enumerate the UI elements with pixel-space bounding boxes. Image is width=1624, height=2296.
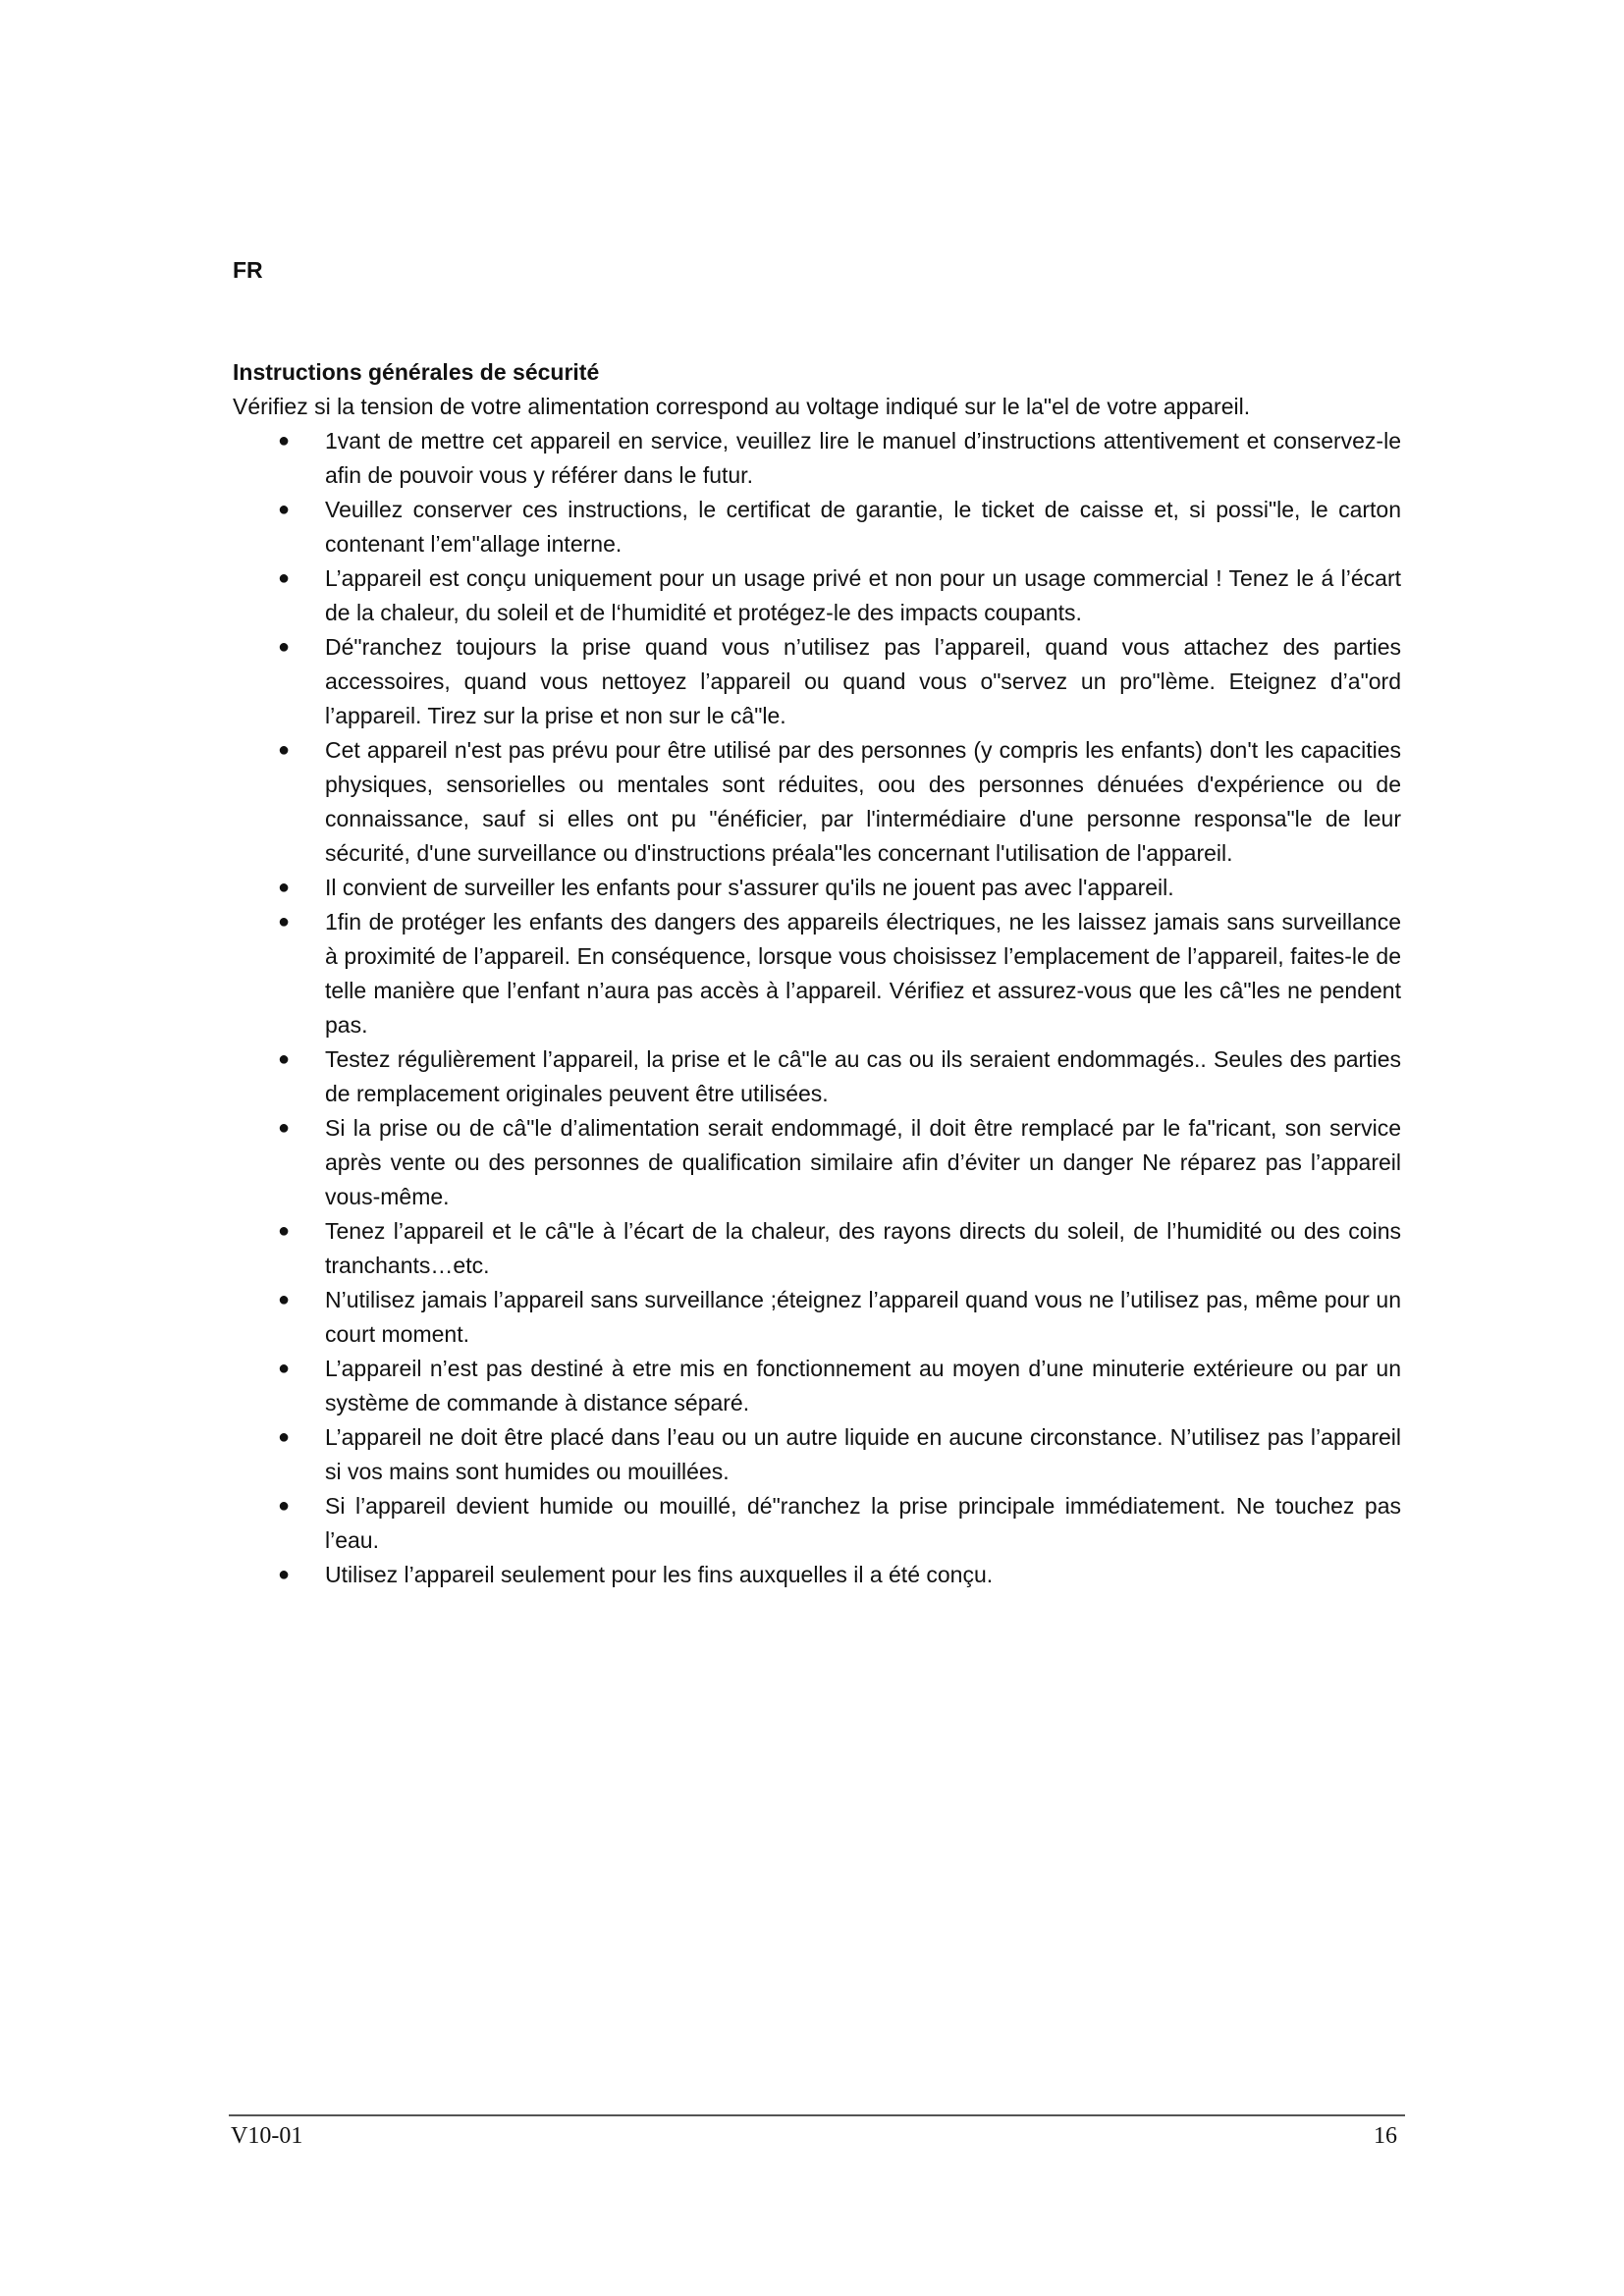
bullet-icon: ● <box>278 911 291 933</box>
list-item-text: L’appareil est conçu uniquement pour un usage privé et non pour un usage commercial ! Tenez le á l’écart de la chaleur, du soleil et de l‘humidité et protégez-le des impacts coupants. <box>325 565 1401 625</box>
list-item-text: Testez régulièrement l’appareil, la prise et le câ"le au cas ou ils seraient endommagés.. Seules des parties de remplacement originales peuvent être utilisées. <box>325 1046 1401 1106</box>
list-item <box>233 1042 1401 1111</box>
bullet-icon: ● <box>278 1117 291 1139</box>
list-item-text: L’appareil ne doit être placé dans l’eau ou un autre liquide en aucune circonstance. N’utilisez pas l’appareil si vos mains sont humides ou mouillées. <box>325 1424 1401 1484</box>
bullet-icon: ● <box>278 877 291 898</box>
intro-paragraph: Vérifiez si la tension de votre alimentation correspond au voltage indiqué sur le la"el de votre appareil. <box>233 394 1251 419</box>
list-item <box>233 871 1401 905</box>
list-item <box>233 1420 1401 1489</box>
list-item-text: 1fin de protéger les enfants des dangers des appareils électriques, ne les laissez jamais sans surveillance à proximité de l’appareil. En conséquence, lorsque vous choisissez l’emplacement de l’appareil, faites-le de telle manière que l’enfant n’aura pas accès à l’appareil. Vérifiez et assurez-vous que les câ"les ne pendent pas. <box>325 909 1401 1038</box>
bullet-icon: ● <box>278 1220 291 1242</box>
list-item <box>233 1558 1401 1592</box>
list-item <box>233 1283 1401 1352</box>
list-item <box>233 561 1401 630</box>
bullet-icon: ● <box>278 499 291 520</box>
list-item-text: Veuillez conserver ces instructions, le certificat de garantie, le ticket de caisse et, si possi"le, le carton contenant l’em"allage interne. <box>325 497 1401 557</box>
safety-section <box>233 355 1401 1592</box>
document-version: V10-01 <box>231 2123 303 2149</box>
footer-divider <box>229 2114 1405 2116</box>
bullet-icon: ● <box>278 430 291 452</box>
bullet-icon: ● <box>278 1048 291 1070</box>
list-item-text: Tenez l’appareil et le câ"le à l’écart de la chaleur, des rayons directs du soleil, de l’humidité ou des coins tranchants…etc. <box>325 1218 1401 1278</box>
list-item-text: Si l’appareil devient humide ou mouillé, dé"ranchez la prise principale immédiatement. Ne touchez pas l’eau. <box>325 1493 1401 1553</box>
list-item <box>233 1489 1401 1558</box>
list-item-text: Cet appareil n'est pas prévu pour être utilisé par des personnes (y compris les enfants) don't les capacities physiques, sensorielles ou mentales sont réduites, oou des personnes dénuées d'expérience ou de connaissance, sauf si elles ont pu "énéficier, par l'intermédiaire d'une personne responsa"le de leur sécurité, d'une surveillance ou d'instructions préala"les concernant l'utilisation de l'appareil. <box>325 737 1401 866</box>
page-number: 16 <box>1374 2123 1397 2149</box>
bullet-icon: ● <box>278 1289 291 1310</box>
list-item-text: Dé"ranchez toujours la prise quand vous n’utilisez pas l’appareil, quand vous attachez des parties accessoires, quand vous nettoyez l’appareil ou quand vous o"servez un pro"lème. Eteignez d’a"ord l’appareil. Tirez sur la prise et non sur le câ"le. <box>325 634 1401 728</box>
bullet-icon: ● <box>278 567 291 589</box>
section-title: Instructions générales de sécurité <box>233 359 600 385</box>
list-item-text: N’utilisez jamais l’appareil sans surveillance ;éteignez l’appareil quand vous ne l’utilisez pas, même pour un court moment. <box>325 1287 1401 1347</box>
list-item-text: Si la prise ou de câ"le d’alimentation serait endommagé, il doit être remplacé par le fa"ricant, son service après vente ou des personnes de qualification similaire afin d’éviter un danger Ne réparez pas l’appareil vous-même. <box>325 1115 1401 1209</box>
bullet-icon: ● <box>278 1426 291 1448</box>
list-item <box>233 1352 1401 1420</box>
list-item <box>233 630 1401 733</box>
list-item <box>233 493 1401 561</box>
safety-instructions-list <box>233 424 1401 1592</box>
list-item-text: L’appareil n’est pas destiné à etre mis en fonctionnement au moyen d’une minuterie extérieure ou par un système de commande à distance séparé. <box>325 1356 1401 1415</box>
list-item-text: Il convient de surveiller les enfants pour s'assurer qu'ils ne jouent pas avec l'appareil. <box>325 875 1174 900</box>
bullet-icon: ● <box>278 1564 291 1585</box>
list-item-text: 1vant de mettre cet appareil en service, veuillez lire le manuel d’instructions attentivement et conservez-le afin de pouvoir vous y référer dans le futur. <box>325 428 1401 488</box>
bullet-icon: ● <box>278 739 291 761</box>
language-code: FR <box>233 257 263 283</box>
bullet-icon: ● <box>278 1358 291 1379</box>
list-item <box>233 1214 1401 1283</box>
list-item <box>233 905 1401 1042</box>
bullet-icon: ● <box>278 636 291 658</box>
list-item <box>233 733 1401 871</box>
bullet-icon: ● <box>278 1495 291 1517</box>
list-item <box>233 1111 1401 1214</box>
list-item-text: Utilisez l’appareil seulement pour les fins auxquelles il a été conçu. <box>325 1562 994 1587</box>
list-item <box>233 424 1401 493</box>
